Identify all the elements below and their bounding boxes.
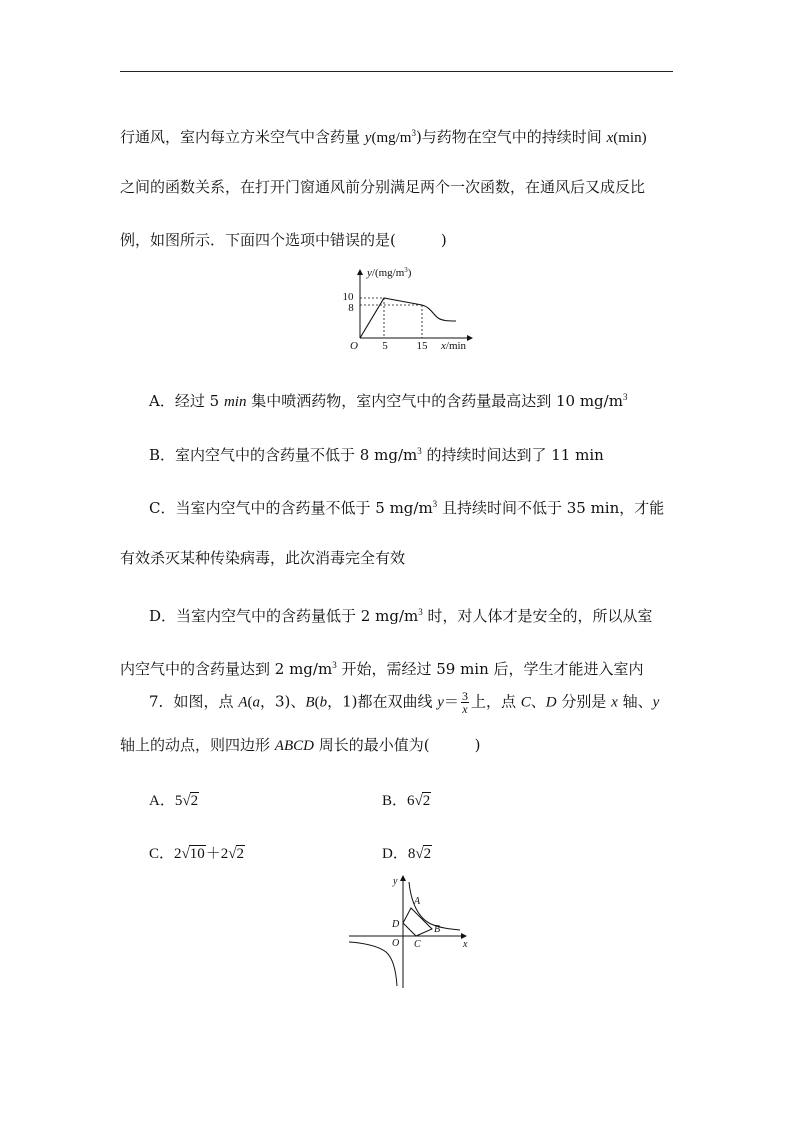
option-7b: B．6√2	[382, 793, 431, 809]
hyperbola-branch-q3	[349, 942, 397, 986]
option-6b: B．室内空气中的含药量不低于 8 $mg/m^3$ 的持续时间达到了 11 min	[149, 446, 604, 464]
paragraph-line-1: 行通风，室内每立方米空气中含药量 $y(mg/m^3)$与药物在空气中的持续时间 x(min)	[120, 128, 647, 146]
origin-label: O	[392, 938, 400, 949]
option-6a: A．经过 5 min 集中喷洒药物，室内空气中的含药量最高达到 10 $mg/m^3$	[149, 392, 628, 410]
origin-label: O	[350, 340, 358, 352]
option-6c-line-2: 有效杀灭某种传染病毒，此次消毒完全有效	[120, 549, 406, 567]
x-tick-15: 15	[416, 340, 428, 352]
fraction-3-over-x: $\frac{3}{x}$	[461, 689, 468, 716]
decay-curve	[422, 305, 456, 321]
option-6c: C．当室内空气中的含药量不低于 5 $mg/m^3$ 且持续时间不低于 35 min，才能	[149, 499, 665, 517]
option-6d-line-2: 内空气中的含药量达到 2 $mg/m^3$ 开始，需经过 59 min 后，学生才能进入室内	[120, 660, 644, 678]
point-a-label: A	[414, 896, 421, 907]
question-7-line-2: 轴上的动点，则四边形 ABCD 周长的最小值为( )	[120, 736, 481, 754]
y-label: y	[393, 876, 398, 887]
point-c-label: C	[414, 939, 421, 950]
y-tick-10: 10	[342, 291, 354, 303]
option-6d: D．当室内空气中的含药量低于 2 $mg/m^3$ 时，对人体才是安全的，所以从室	[149, 607, 653, 625]
x-axis-label: x/min	[441, 340, 467, 352]
option-7c: C．2√10＋2√2	[149, 846, 244, 862]
point-d-label: D	[392, 919, 400, 930]
hyperbola-figure	[346, 870, 476, 992]
paragraph-line-2: 之间的函数关系，在打开门窗通风前分别满足两个一次函数，在通风后又成反比	[120, 178, 646, 196]
option-7d: D．8√2	[382, 846, 432, 862]
concentration-chart	[330, 262, 490, 354]
header-rule	[120, 71, 673, 72]
concentration-line	[360, 298, 422, 338]
question-7-line-1: 7．如图，点 A(a，3)、B(b，1)都在双曲线 y＝ $\frac{3}{x}$ 上，点 C、D 分别是 x 轴、y	[149, 689, 660, 716]
paragraph-line-3: 例，如图所示．下面四个选项中错误的是( )	[120, 231, 447, 249]
x-label: x	[463, 939, 468, 950]
x-tick-5: 5	[382, 340, 388, 352]
y-axis-label: $y/(mg/m^3)$	[367, 266, 412, 279]
option-7a: A．5√2	[149, 793, 199, 809]
point-b-label: B	[434, 924, 441, 935]
y-tick-8: 8	[348, 302, 354, 314]
